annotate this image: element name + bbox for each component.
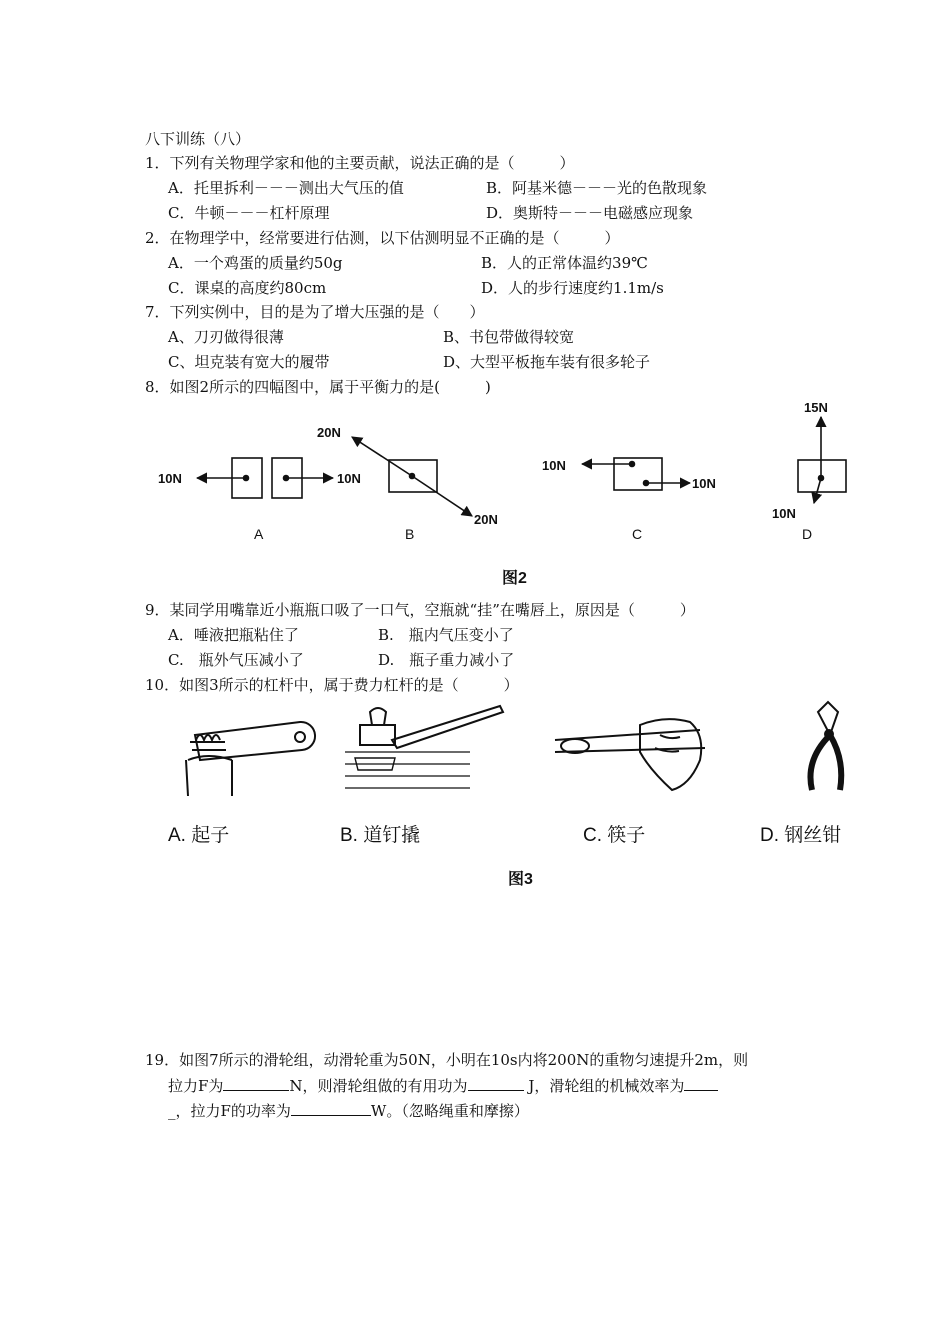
- diagram-c: [582, 458, 690, 490]
- q1-option-c: C．牛顿－－－杠杆原理: [168, 204, 330, 222]
- diagram-d: [798, 417, 846, 503]
- pliers-picture: [810, 702, 841, 790]
- q8-stem: 8．如图2所示的四幅图中，属于平衡力的是( ): [145, 378, 491, 396]
- q9-option-d: D. 瓶子重力减小了: [378, 651, 515, 669]
- lever-option-d: D. 钢丝钳: [760, 825, 842, 846]
- q19-text-2: N，则滑轮组做的有用功为: [289, 1077, 468, 1095]
- chopsticks-picture: [555, 719, 705, 790]
- lever-option-c: C. 筷子: [583, 825, 646, 846]
- q9-option-b: B. 瓶内气压变小了: [378, 626, 514, 644]
- q19-text-4: _，拉力F的功率为: [168, 1102, 291, 1120]
- diagram-b: [352, 437, 472, 516]
- q7-option-a: A、刀刃做得很薄: [168, 328, 284, 346]
- figure-2-caption: 图2: [502, 570, 527, 587]
- diagram-a: [197, 458, 333, 498]
- q9-stem: 9．某同学用嘴靠近小瓶瓶口吸了一口气，空瓶就“挂”在嘴唇上，原因是（ ）: [145, 601, 695, 619]
- q19-blank-efficiency[interactable]: [684, 1075, 718, 1091]
- force-label-c-right: 10N: [692, 476, 716, 491]
- q2-option-a: A．一个鸡蛋的质量约50g: [168, 254, 343, 272]
- bottle-opener-picture: [186, 722, 315, 796]
- force-label-b-up: 20N: [317, 425, 341, 440]
- q2-option-c: C．课桌的高度约80cm: [168, 279, 327, 297]
- page-title: 八下训练（八）: [145, 130, 251, 148]
- q7-option-b: B、书包带做得较宽: [443, 328, 575, 346]
- q19-text-5: W。（忽略绳重和摩擦）: [370, 1102, 529, 1120]
- force-label-d-up: 15N: [804, 400, 828, 415]
- q19-line2: [168, 1075, 718, 1096]
- rail-spike-lever-picture: [345, 706, 503, 788]
- force-label-d-down: 10N: [772, 506, 796, 521]
- diagram-label-d: D: [802, 526, 813, 542]
- lever-option-a: A. 起子: [168, 825, 230, 846]
- q7-option-c: C、坦克装有宽大的履带: [168, 353, 330, 371]
- diagram-label-a: A: [254, 526, 264, 542]
- q19-line3: [168, 1100, 529, 1121]
- q19-blank-force[interactable]: [223, 1075, 289, 1091]
- diagram-label-c: C: [632, 526, 643, 542]
- figure-3-levers: [175, 700, 855, 810]
- q19-blank-useful-work[interactable]: [468, 1075, 524, 1091]
- q19-text-1: 拉力F为: [168, 1077, 224, 1095]
- force-label-a-right: 10N: [337, 471, 361, 486]
- diagram-label-b: B: [405, 526, 415, 542]
- q1-stem: 1．下列有关物理学家和他的主要贡献，说法正确的是（ ）: [145, 154, 575, 172]
- q2-stem: 2．在物理学中，经常要进行估测，以下估测明显不正确的是（ ）: [145, 229, 620, 247]
- q2-option-d: D．人的步行速度约1.1m/s: [481, 279, 664, 297]
- q2-option-b: B．人的正常体温约39℃: [481, 254, 648, 272]
- force-label-c-left: 10N: [542, 458, 566, 473]
- q19-text-3: J，滑轮组的机械效率为: [523, 1077, 685, 1095]
- q1-option-a: A．托里拆利－－－测出大气压的值: [168, 179, 404, 197]
- q9-option-a: A．唾液把瓶粘住了: [168, 626, 299, 644]
- q10-stem: 10．如图3所示的杠杆中，属于费力杠杆的是（ ）: [145, 676, 519, 694]
- lever-option-b: B. 道钉撬: [340, 825, 421, 846]
- force-label-a-left: 10N: [158, 471, 182, 486]
- q19-blank-power[interactable]: [291, 1100, 371, 1116]
- q7-stem: 7．下列实例中，目的是为了增大压强的是（ ）: [145, 303, 485, 321]
- force-label-b-down: 20N: [474, 512, 498, 527]
- q9-option-c: C. 瓶外气压减小了: [168, 651, 304, 669]
- q7-option-d: D、大型平板拖车装有很多轮子: [443, 353, 651, 371]
- q19-line1: 19．如图7所示的滑轮组，动滑轮重为50N，小明在10s内将200N的重物匀速提升2m，则: [145, 1051, 749, 1069]
- q1-option-d: D．奥斯特－－－电磁感应现象: [486, 204, 694, 222]
- figure-3-caption: 图3: [508, 871, 533, 888]
- figure-2-force-diagrams: [140, 395, 860, 555]
- q1-option-b: B．阿基米德－－－光的色散现象: [486, 179, 708, 197]
